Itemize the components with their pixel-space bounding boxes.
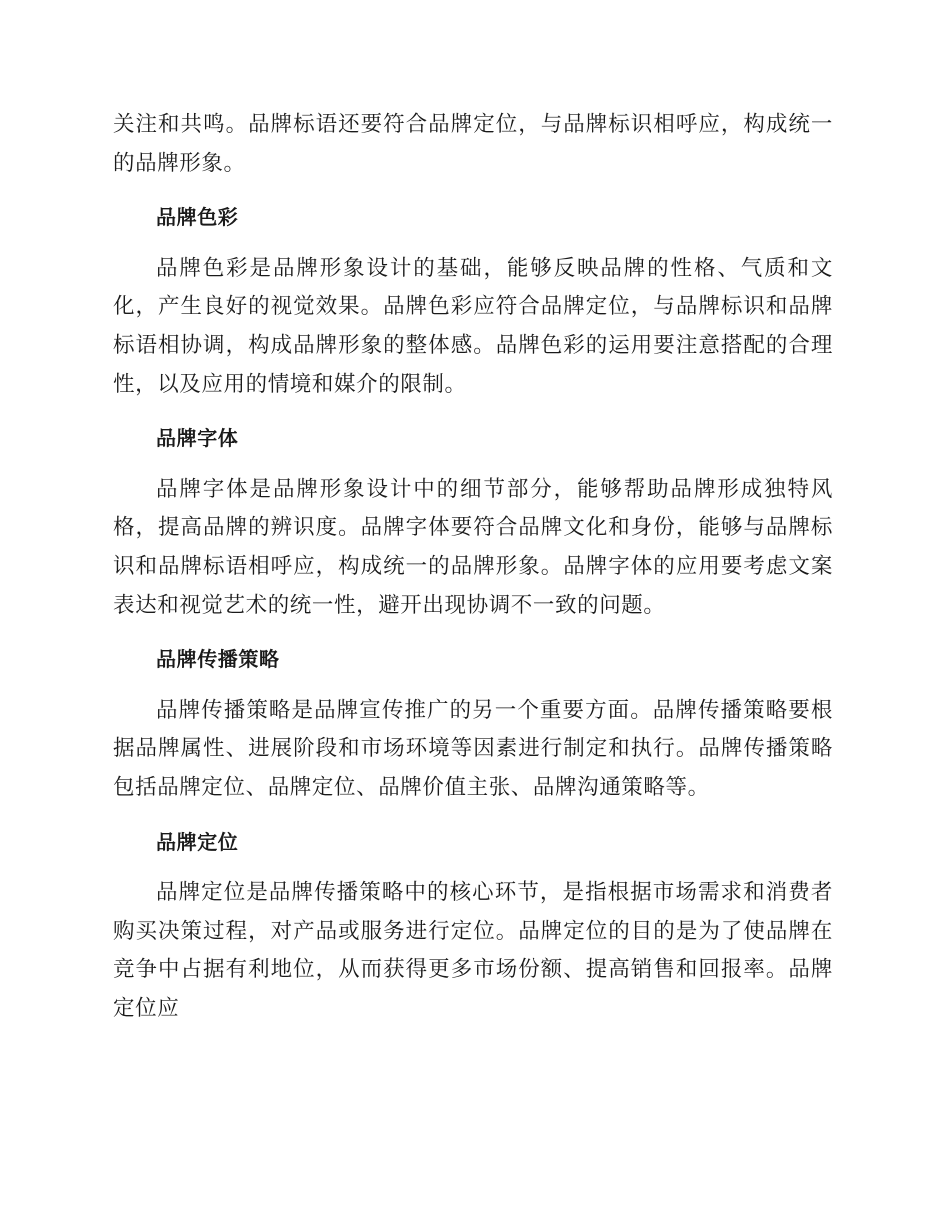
section-body-brand-positioning: 品牌定位是品牌传播策略中的核心环节，是指根据市场需求和消费者购买决策过程，对产品或服务进行定位。品牌定位的目的是为了使品牌在竞争中占据有利地位，从而获得更多市场份额、提高销售和回报率。品牌定位应 <box>113 880 833 1021</box>
intro-paragraph: 关注和共鸣。品牌标语还要符合品牌定位，与品牌标识相呼应，构成统一的品牌形象。 <box>113 112 833 176</box>
section-body-brand-communication-strategy: 品牌传播策略是品牌宣传推广的另一个重要方面。品牌传播策略要根据品牌属性、进展阶段和市场环境等因素进行制定和执行。品牌传播策略包括品牌定位、品牌定位、品牌价值主张、品牌沟通策略等。 <box>113 697 833 800</box>
section-body-brand-font: 品牌字体是品牌形象设计中的细节部分，能够帮助品牌形成独特风格，提高品牌的辨识度。品牌字体要符合品牌文化和身份，能够与品牌标识和品牌标语相呼应，构成统一的品牌形象。品牌字体的应用要考虑文案表达和视觉艺术的统一性，避开出现协调不一致的问题。 <box>113 476 833 618</box>
section-heading-brand-font: 品牌字体 <box>156 426 239 451</box>
document-page <box>113 106 833 1028</box>
section-body-brand-color: 品牌色彩是品牌形象设计的基础，能够反映品牌的性格、气质和文化，产生良好的视觉效果。品牌色彩应符合品牌定位，与品牌标识和品牌标语相协调，构成品牌形象的整体感。品牌色彩的运用要注意搭配的合理性，以及应用的情境和媒介的限制。 <box>113 255 833 397</box>
section-heading-brand-communication-strategy: 品牌传播策略 <box>156 647 280 672</box>
section-heading-brand-positioning: 品牌定位 <box>156 829 239 854</box>
section-heading-brand-color: 品牌色彩 <box>156 205 239 230</box>
